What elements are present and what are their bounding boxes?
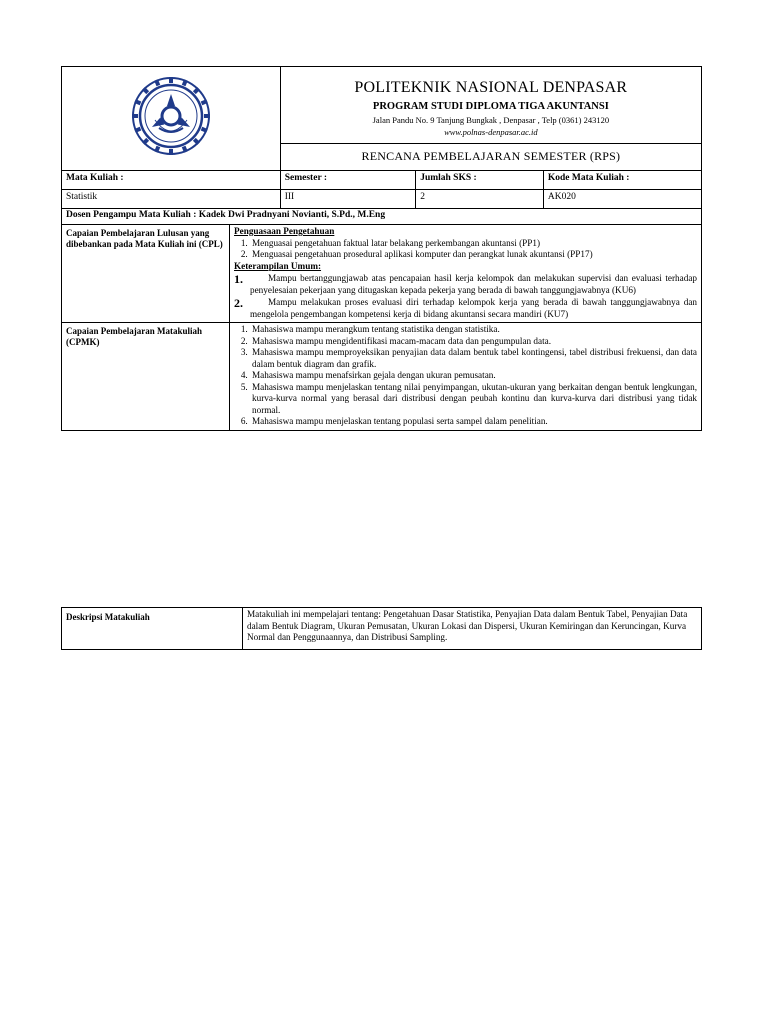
institution-website: www.polnas-denpasar.ac.id bbox=[444, 127, 538, 137]
institution-address: Jalan Pandu No. 9 Tanjung Bungkak , Denpasar , Telp (0361) 243120 bbox=[372, 115, 610, 125]
rps-header-table bbox=[61, 66, 702, 431]
semester-value: III bbox=[280, 190, 415, 209]
mata-kuliah-value: Statistik bbox=[62, 190, 281, 209]
cpl-label: Capaian Pembelajaran Lulusan yang dibebankan pada Mata Kuliah ini (CPL) bbox=[62, 225, 230, 323]
pengetahuan-item: 2. Menguasai pengetahuan prosedural aplikasi komputer dan perangkat lunak akuntansi (PP17) bbox=[250, 249, 697, 261]
kode-value: AK020 bbox=[543, 190, 701, 209]
program-name: PROGRAM STUDI DIPLOMA TIGA AKUNTANSI bbox=[372, 101, 609, 112]
cpl-content bbox=[230, 225, 702, 323]
cpmk-item: 6. Mahasiswa mampu menjelaskan tentang populasi serta sampel dalam penelitian. bbox=[250, 416, 697, 428]
semester-label: Semester : bbox=[280, 171, 415, 190]
logo-cell bbox=[62, 67, 281, 171]
cpmk-item: 2. Mahasiswa mampu mengidentifikasi macam-macam data dan pengumpulan data. bbox=[250, 336, 697, 348]
keterampilan-text: Mampu bertanggungjawab atas pencapaian hasil kerja kelompok dan melakukan supervisi dan evaluasi terhadap penyelesaian pekerjaan yang ditugaskan kepada pekerja yang berada di bawah tanggungjawabnya (KU6) bbox=[250, 273, 697, 295]
dosen-pengampu: Dosen Pengampu Mata Kuliah : Kadek Dwi Pradnyani Novianti, S.Pd., M.Eng bbox=[62, 209, 702, 225]
cpmk-label: Capaian Pembelajaran Matakuliah (CPMK) bbox=[62, 323, 230, 431]
institution-header bbox=[280, 67, 701, 144]
keterampilan-item bbox=[234, 297, 697, 320]
cpmk-item: 5. Mahasiswa mampu menjelaskan tentang nilai penyimpangan, ukutan-ukuran yang berkaitan dengan bentuk lengkungan, kurva-kurva normal yang berasal dari distribusi dengan peubah kontinu dan kurva-kurva dari distribusi yang tidak normal. bbox=[250, 382, 697, 417]
cpmk-item: 1. Mahasiswa mampu merangkum tentang statistika dengan statistika. bbox=[250, 324, 697, 336]
pengetahuan-heading: Penguasaan Pengetahuan bbox=[234, 226, 335, 236]
keterampilan-text: Mampu melakukan proses evaluasi diri terhadap kelompok kerja yang berada di bawah tanggungjawabnya dan mengelola pengembangan kompetensi kerja di bidang akuntansi secara mandiri (KU7) bbox=[250, 297, 697, 319]
kode-label: Kode Mata Kuliah : bbox=[543, 171, 701, 190]
keterampilan-number: 2. bbox=[234, 296, 244, 310]
keterampilan-heading: Keterampilan Umum: bbox=[234, 260, 322, 271]
deskripsi-label: Deskripsi Matakuliah bbox=[62, 608, 243, 650]
sks-value: 2 bbox=[416, 190, 544, 209]
document-title: RENCANA PEMBELAJARAN SEMESTER (RPS) bbox=[280, 143, 701, 170]
institution-name: POLITEKNIK NASIONAL DENPASAR bbox=[354, 79, 628, 96]
cpmk-item: 3. Mahasiswa mampu memproyeksikan penyajian data dalam bentuk tabel kontingensi, tabel distribusi frekuensi, dan data dalam bentuk diagram dan grafik. bbox=[250, 347, 697, 370]
deskripsi-text: Matakuliah ini mempelajari tentang: Pengetahuan Dasar Statistika, Penyajian Data dalam Bentuk Tabel, Penyajian Data dalam Bentuk Diagram, Ukuran Pemusatan, Ukuran Lokasi dan Dispersi, Ukuran Kemiringan dan Keruncingan, Kurva Normal dan Penggunaannya, dan Distribusi Sampling. bbox=[243, 608, 702, 650]
sks-label: Jumlah SKS : bbox=[416, 171, 544, 190]
keterampilan-item bbox=[234, 273, 697, 296]
mata-kuliah-label: Mata Kuliah : bbox=[62, 171, 281, 190]
pengetahuan-item: 1. Menguasai pengetahuan faktual latar belakang perkembangan akuntansi (PP1) bbox=[250, 238, 697, 250]
cpmk-content bbox=[230, 323, 702, 431]
deskripsi-table bbox=[61, 607, 702, 650]
institution-logo bbox=[131, 76, 211, 156]
keterampilan-number: 1. bbox=[234, 272, 244, 286]
cpmk-item: 4. Mahasiswa mampu menafsirkan gejala dengan ukuran pemusatan. bbox=[250, 370, 697, 382]
